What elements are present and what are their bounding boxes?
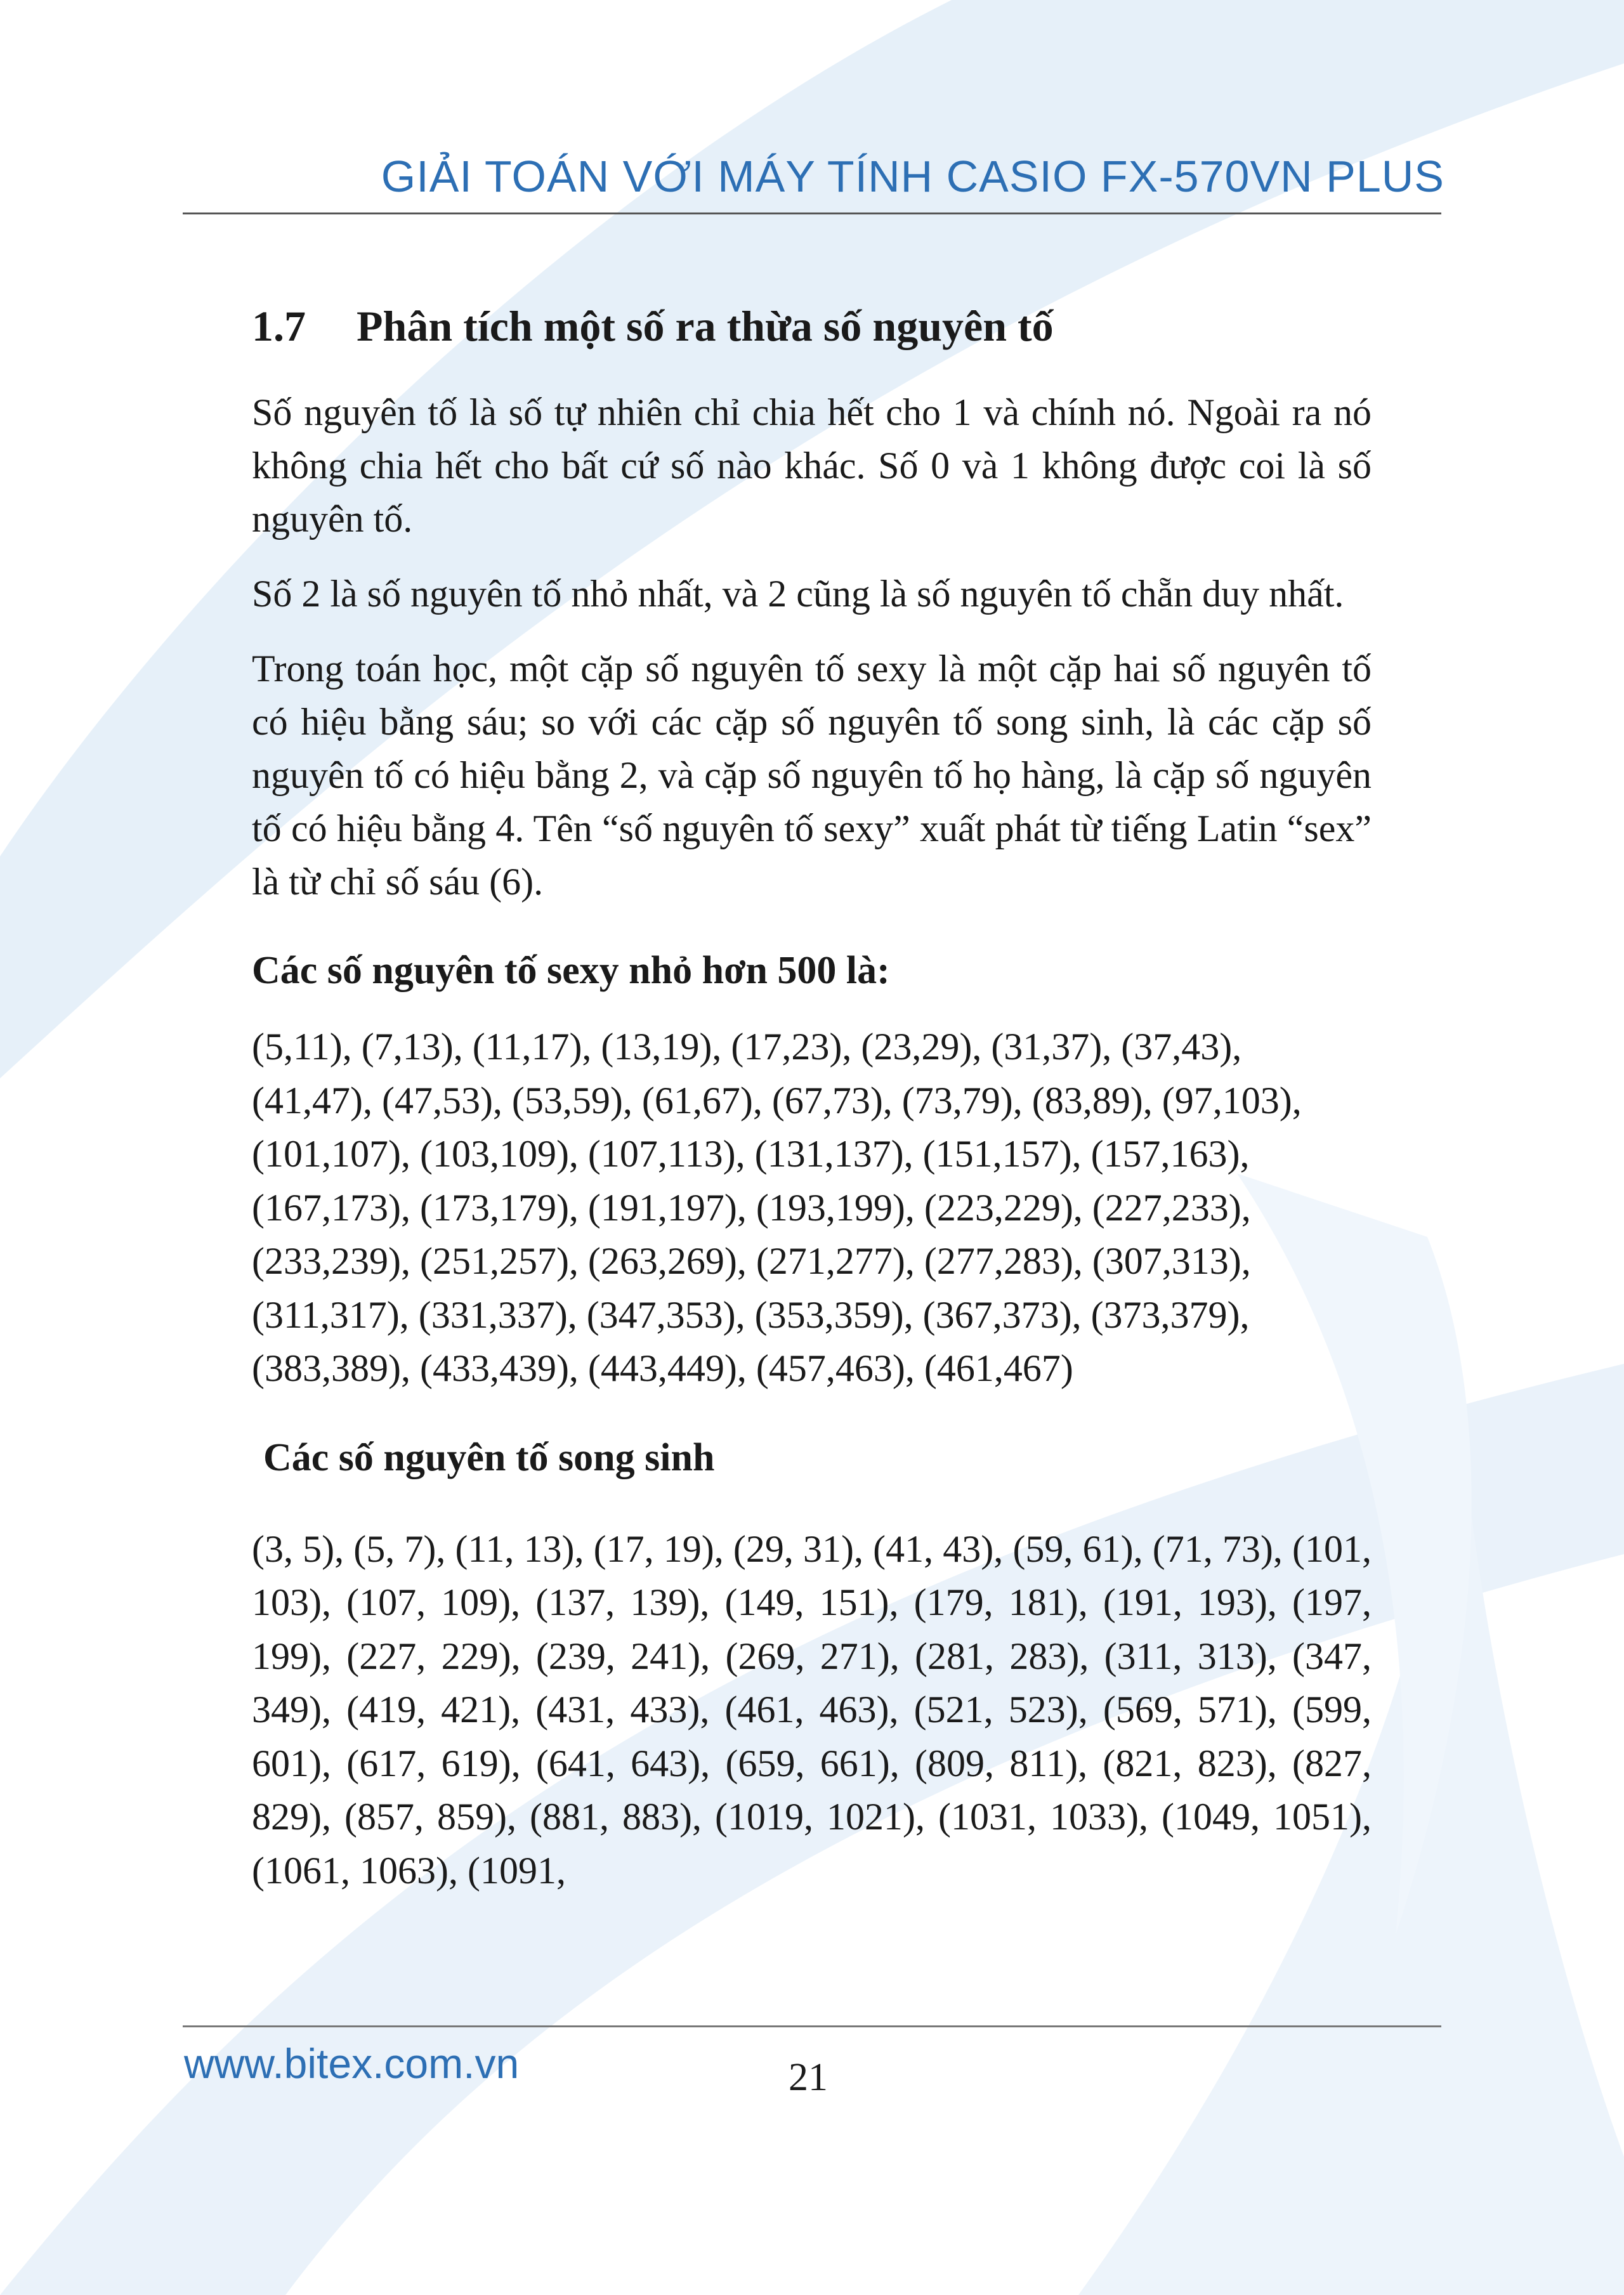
sexy-primes-line: (167,173), (173,179), (191,197), (193,199), (223,229), (227,233), <box>252 1186 1251 1229</box>
sexy-primes-line: (101,107), (103,109), (107,113), (131,137), (151,157), (157,163), <box>252 1133 1250 1175</box>
header-divider <box>183 213 1441 214</box>
main-content <box>252 298 1372 1897</box>
section-number: 1.7 <box>252 302 306 350</box>
sexy-primes-line: (233,239), (251,257), (263,269), (271,277), (277,283), (307,313), <box>252 1240 1251 1283</box>
sexy-primes-line: (5,11), (7,13), (11,17), (13,19), (17,23), (23,29), (31,37), (37,43), <box>252 1026 1242 1068</box>
sexy-primes-line: (41,47), (47,53), (53,59), (61,67), (67,73), (73,79), (83,89), (97,103), <box>252 1079 1302 1121</box>
paragraph-smallest-prime: Số 2 là số nguyên tố nhỏ nhất, và 2 cũng là số nguyên tố chẵn duy nhất. <box>252 573 1344 615</box>
footer-url: www.bitex.com.vn <box>184 2040 520 2087</box>
page-number: 21 <box>789 2056 828 2099</box>
paragraph-definition: Số nguyên tố là số tự nhiên chỉ chia hết cho 1 và chính nó. Ngoài ra nó không chia hết cho bất cứ số nào khác. Số 0 và 1 không được coi là số nguyên tố. <box>252 391 1372 540</box>
sexy-primes-list <box>252 1020 1429 1396</box>
twin-primes-list: (3, 5), (5, 7), (11, 13), (17, 19), (29, 31), (41, 43), (59, 61), (71, 73), (101, 103), (107, 109), (137, 139), (149, 151), (179, 181), (191, 193), (197, 199), (227, 229), (239, 241), (269, 271), (281, 283), (311, 313), (347, 349), (419, 421), (431, 433), (461, 463), (521, 523), (569, 571), (599, 601), (617, 619), (641, 643), (659, 661), (809, 811), (821, 823), (827, 829), (857, 859), (881, 883), (1019, 1021), (1031, 1033), (1049, 1051), (1061, 1063), (1091, <box>252 1527 1372 1892</box>
sexy-primes-heading: Các số nguyên tố sexy nhỏ hơn 500 là: <box>252 949 890 993</box>
sexy-primes-line: (383,389), (433,439), (443,449), (457,463), (461,467) <box>252 1347 1073 1390</box>
header-title: GIẢI TOÁN VỚI MÁY TÍNH CASIO FX-570VN PLUS <box>381 152 1444 201</box>
paragraph-sexy-primes: Trong toán học, một cặp số nguyên tố sexy là một cặp hai số nguyên tố có hiệu bằng sáu; so với các cặp số nguyên tố song sinh, là các cặp số nguyên tố có hiệu bằng 2, và cặp số nguyên tố họ hàng, là cặp số nguyên tố có hiệu bằng 4. Tên “số nguyên tố sexy” xuất phát từ tiếng Latin “sex” là từ chỉ số sáu (6). <box>252 648 1372 903</box>
footer-divider <box>183 2025 1441 2027</box>
twin-primes-heading: Các số nguyên tố song sinh <box>263 1435 715 1479</box>
sexy-primes-line: (311,317), (331,337), (347,353), (353,359), (367,373), (373,379), <box>252 1293 1250 1336</box>
section-title: Phân tích một số ra thừa số nguyên tố <box>357 302 1054 350</box>
section-heading <box>252 298 1372 354</box>
